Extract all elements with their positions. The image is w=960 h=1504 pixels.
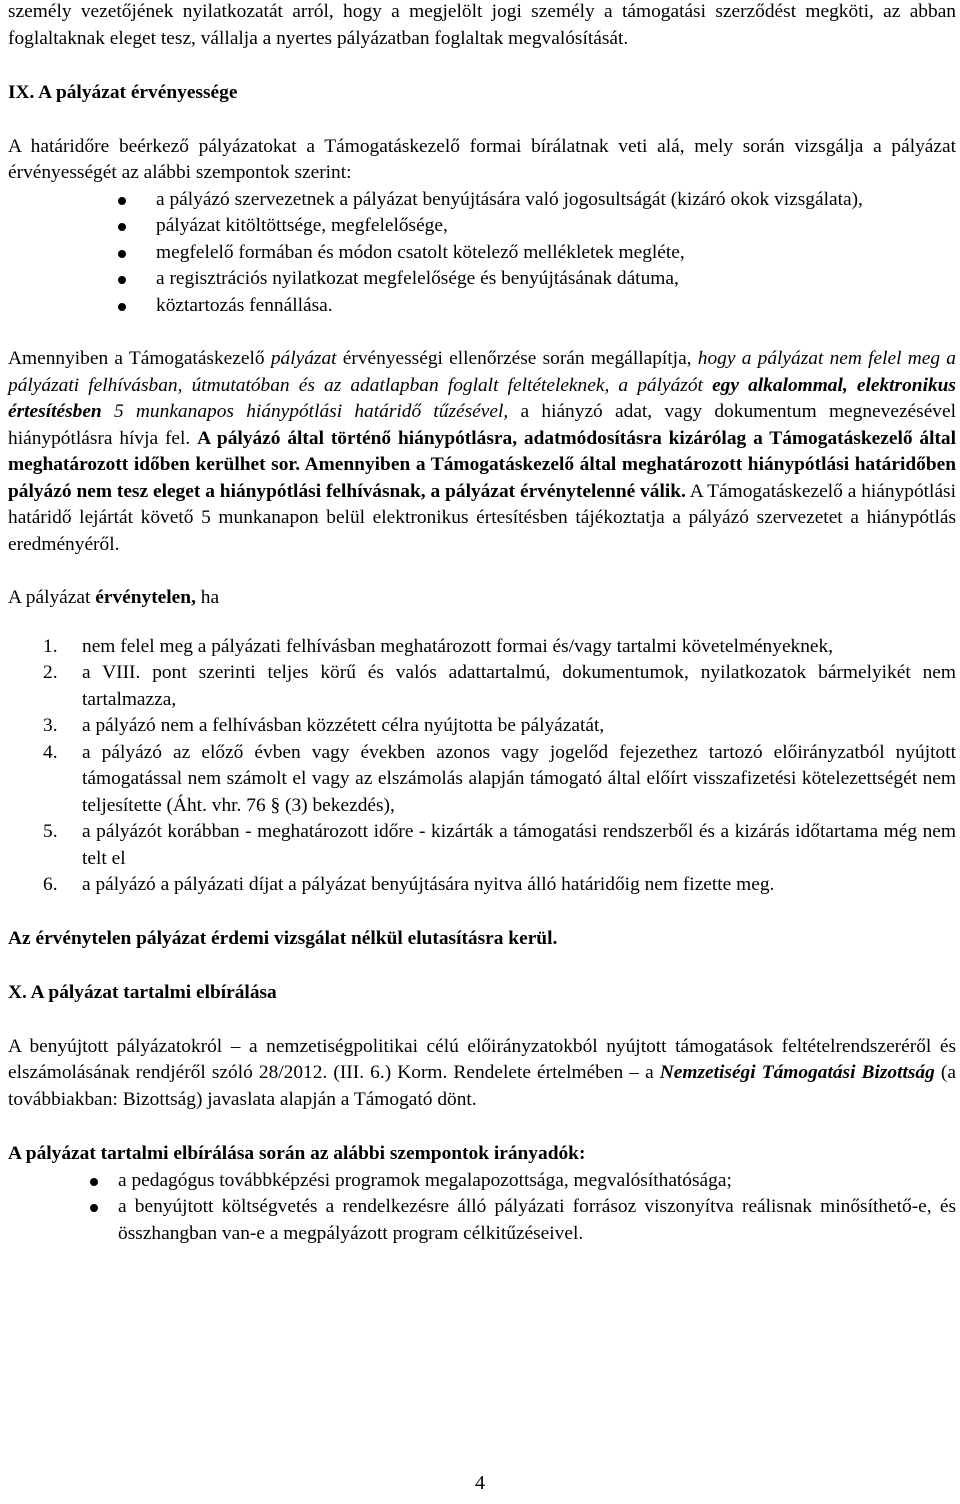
list-item: a benyújtott költségvetés a rendelkezésre álló pályázati forrásoz viszonyítva reálisnak minősíthető-e, és összhangban van-e a megpályázott program célkitűzéseivel. bbox=[118, 1194, 956, 1247]
criteria-heading: A pályázat tartalmi elbírálása során az alábbi szempontok irányadók: bbox=[8, 1143, 586, 1164]
document-page bbox=[8, 0, 956, 1247]
bullet-icon bbox=[90, 1178, 98, 1186]
list-item: a pedagógus továbbképzési programok megalapozottsága, megvalósíthatósága; bbox=[118, 1168, 956, 1195]
list-item: köztartozás fennállása. bbox=[156, 293, 956, 320]
section-ix-heading: IX. A pályázat érvényessége bbox=[8, 82, 238, 103]
list-item: 1. nem felel meg a pályázati felhívásban meghatározott formai és/vagy tartalmi követelményeknek, bbox=[43, 635, 834, 657]
evaluation-criteria-list bbox=[8, 1168, 956, 1248]
list-item: a pályázó szervezetnek a pályázat benyújtására való jogosultságát (kizáró okok vizsgálata), bbox=[156, 187, 956, 214]
rejection-note: Az érvénytelen pályázat érdemi vizsgálat nélkül elutasításra kerül. bbox=[8, 927, 558, 949]
bullet-icon bbox=[90, 1204, 98, 1212]
invalid-intro: A pályázat érvénytelen, ha bbox=[8, 587, 220, 608]
bullet-icon bbox=[118, 197, 126, 205]
list-item: 2. a VIII. pont szerinti teljes körű és valós adattartalmú, dokumentumok, nyilatkozatok bármelyikét nem tartalmazza, bbox=[43, 662, 956, 710]
validity-criteria-list bbox=[8, 187, 956, 320]
section-ix-paragraph: A határidőre beérkező pályázatokat a Támogatáskezelő formai bírálatnak veti alá, mely során vizsgálja a pályázat érvényességét az alábbi szempontok szerint: bbox=[8, 135, 956, 183]
invalidity-reasons-list bbox=[8, 634, 956, 899]
list-item: pályázat kitöltöttsége, megfelelősége, bbox=[156, 213, 956, 240]
list-item: 6. a pályázó a pályázati díjat a pályázat benyújtására nyitva álló határidőig nem fizette meg. bbox=[43, 874, 775, 895]
list-item: 3. a pályázó nem a felhívásban közzétett célra nyújtotta be pályázatát, bbox=[43, 715, 605, 736]
page-number: 4 bbox=[475, 1472, 485, 1494]
list-item: 4. a pályázó az előző évben vagy években azonos vagy jogelőd fejezethez tartozó előirányzatból nyújtott támogatással nem számolt el vagy az elszámolás alapján támogató által előírt visszafizetési kötelezettségét nem teljesítette (Áht. vhr. 76 § (3) bekezdés), bbox=[43, 741, 956, 816]
section-x-heading: X. A pályázat tartalmi elbírálása bbox=[8, 982, 277, 1003]
bullet-icon bbox=[118, 276, 126, 284]
list-item: 5. a pályázót korábban - meghatározott időre - kizárták a támogatási rendszerből és a kizárás időtartama még nem telt el bbox=[43, 821, 956, 869]
section-x-paragraph: A benyújtott pályázatokról – a nemzetiségpolitikai célú előirányzatokból nyújtott támogatások feltételrendszeréről és elszámolásának rendjéről szóló 28/2012. (III. 6.) Korm. Rendelete értelmében – a Nemzetiségi Támogatási Bizottság (a továbbiakban: Bizottság) javaslata alapján a Támogató dönt. bbox=[8, 1035, 956, 1110]
intro-paragraph: személy vezetőjének nyilatkozatát arról, hogy a megjelölt jogi személy a támogatási szerződést megköti, az abban foglaltaknak eleget tesz, vállalja a nyertes pályázatban foglaltak megvalósítását. bbox=[8, 1, 956, 49]
list-item: a regisztrációs nyilatkozat megfelelősége és benyújtásának dátuma, bbox=[156, 266, 956, 293]
bullet-icon bbox=[118, 223, 126, 231]
list-item: megfelelő formában és módon csatolt kötelező mellékletek megléte, bbox=[156, 240, 956, 267]
bullet-icon bbox=[118, 250, 126, 258]
hianypotlas-paragraph: Amennyiben a Támogatáskezelő pályázat érvényességi ellenőrzése során megállapítja, hogy a pályázat nem felel meg a pályázati felhívásban, útmutatóban és az adatlapban foglalt feltételeknek, a pályázót egy alkalommal, elektronikus értesítésben 5 munkanapos hiánypótlási határidő tűzésével, a hiányzó adat, vagy dokumentum megnevezésével hiánypótlásra hívja fel. A pályázó által történő hiánypótlásra, adatmódosításra kizárólag a Támogatáskezelő által meghatározott időben kerülhet sor. Amennyiben a Támogatáskezelő által meghatározott hiánypótlási határidőben pályázó nem tesz eleget a hiánypótlási felhívásnak, a pályázat érvénytelenné válik. A Támogatáskezelő a hiánypótlási határidő lejártát követő 5 munkanapon belül elektronikus értesítésben tájékoztatja a pályázó szervezetet a hiánypótlás eredményéről. bbox=[8, 348, 957, 555]
bullet-icon bbox=[118, 303, 126, 311]
